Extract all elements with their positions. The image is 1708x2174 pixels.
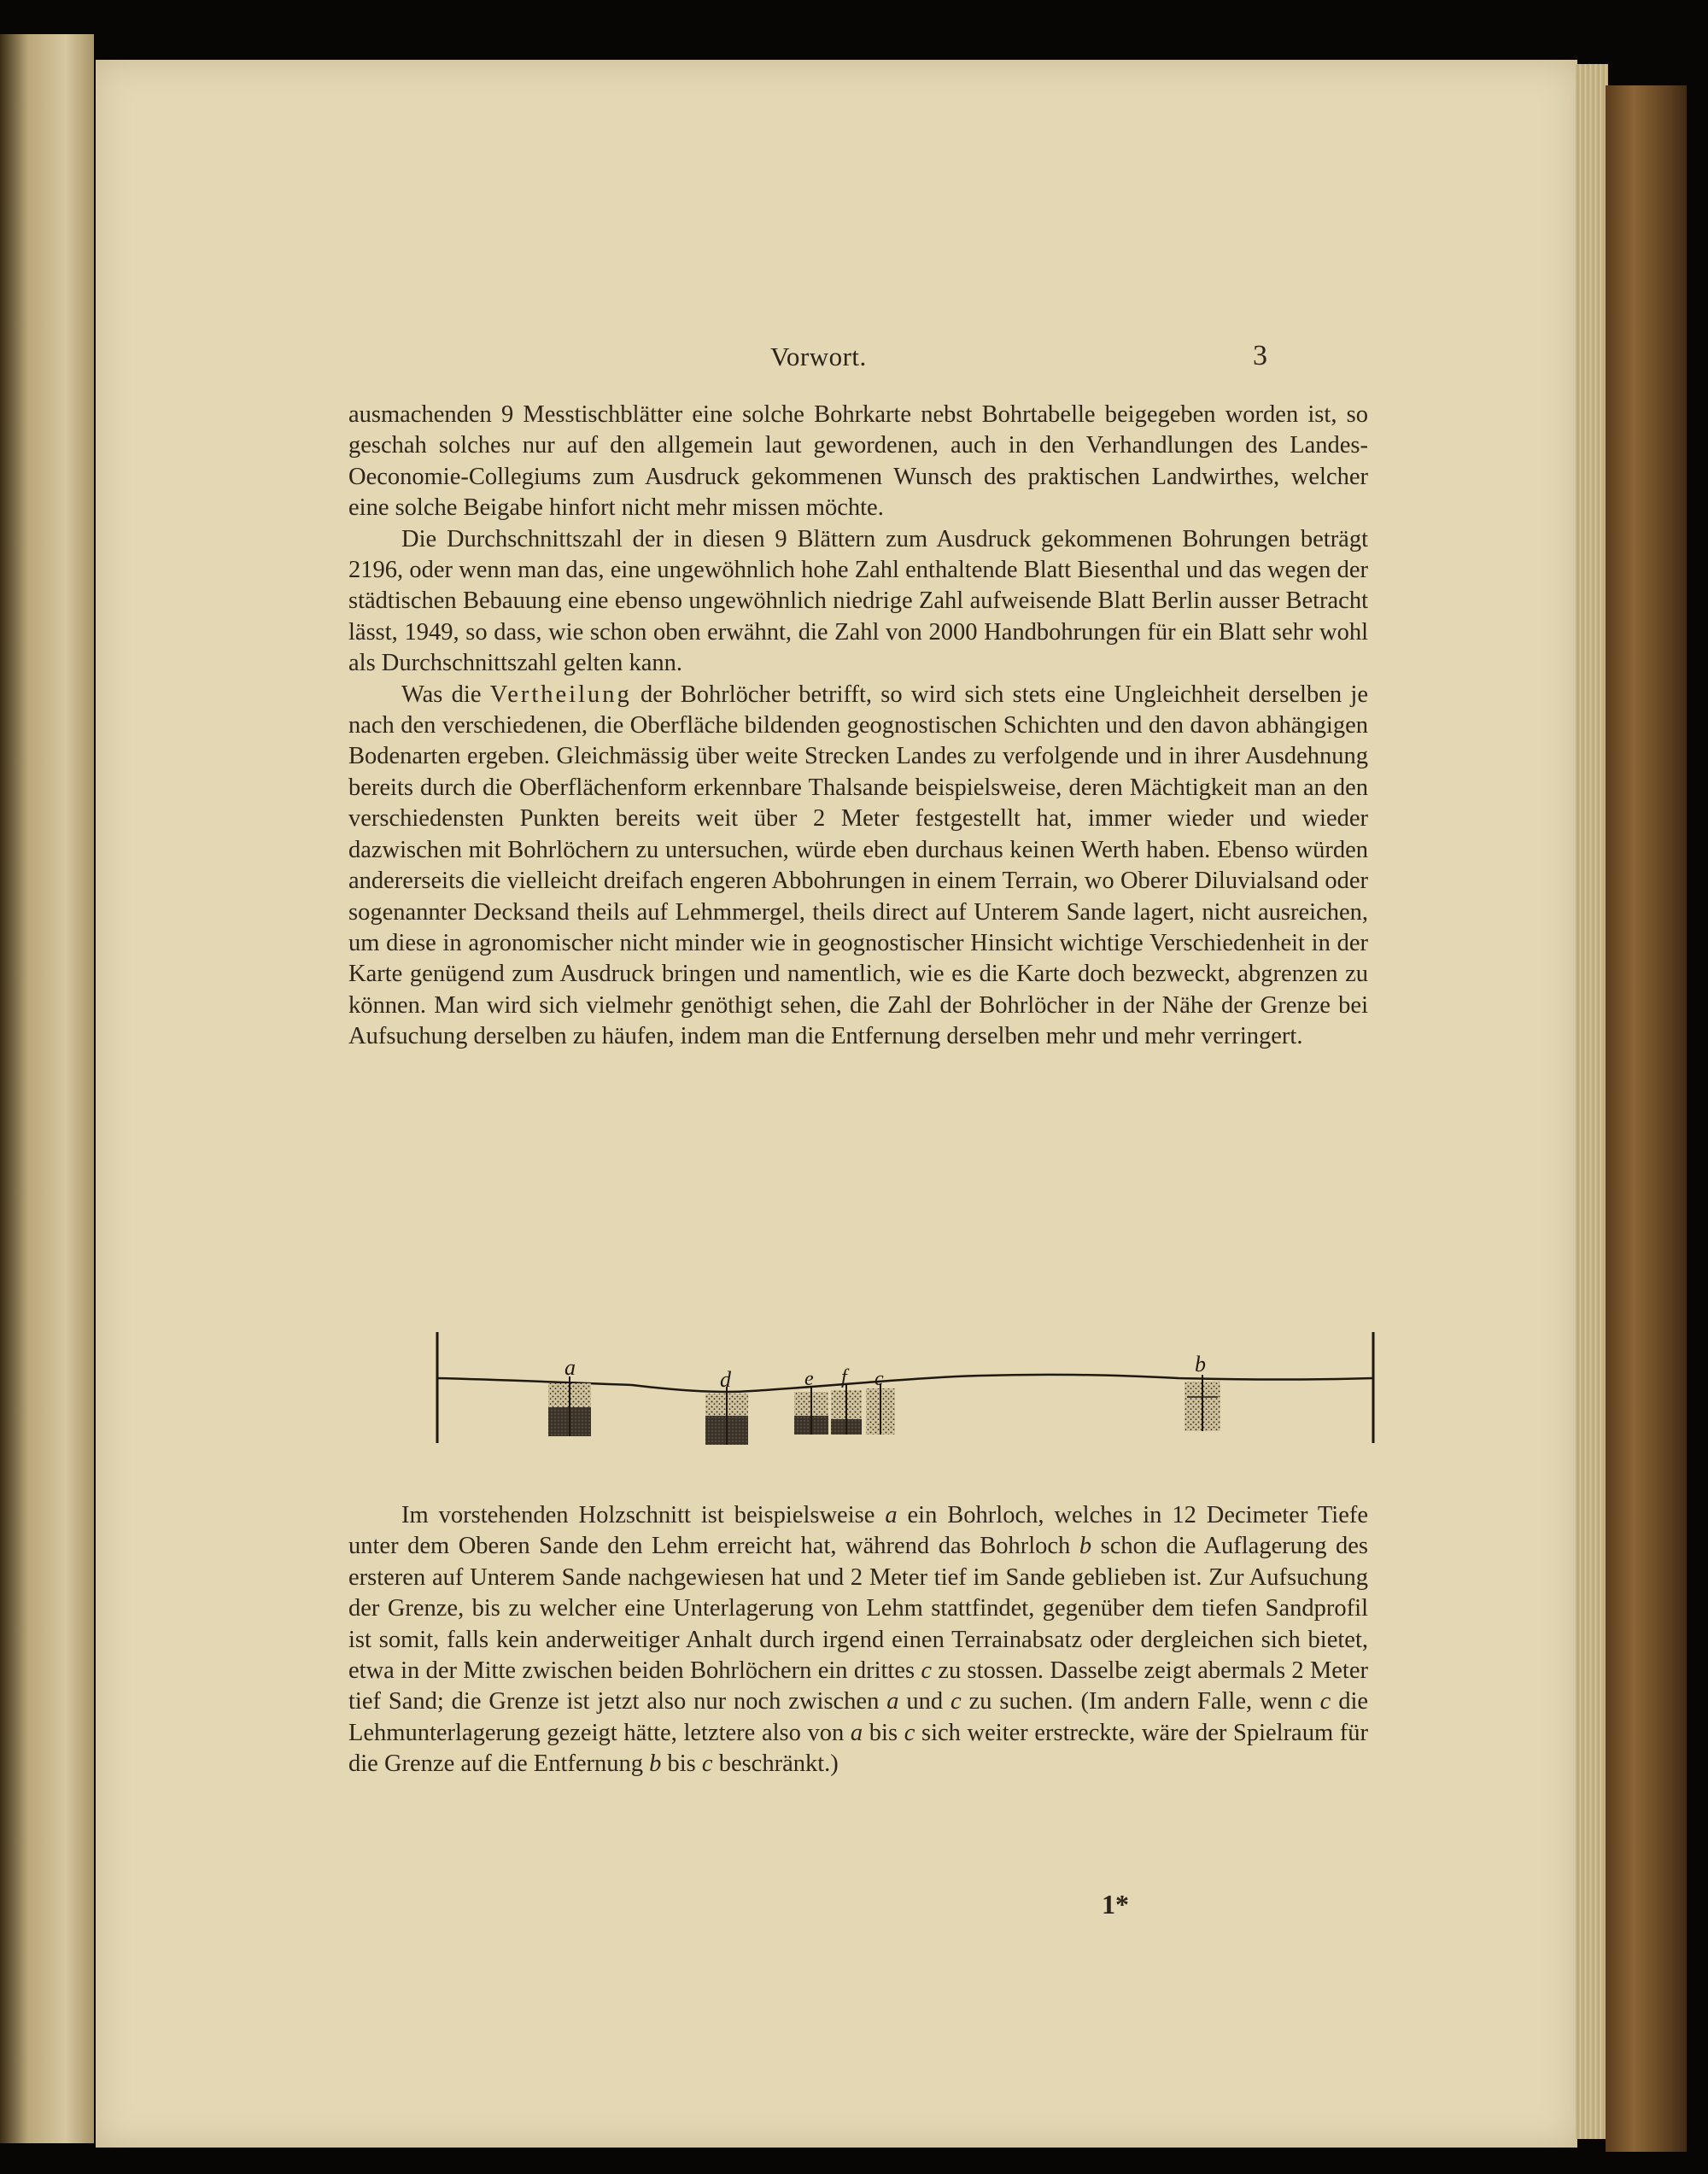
vertheilung-rest: der Bohrlöcher betrifft, so wird sich stets eine Ungleichheit derselben je nach den verschiedenen, die Oberfläche bildenden geognostischen Schichten und den davon abhängigen Bodenarten ergeben. Gleichmässig über weite Strecken Landes zu verfolgende und in ihrer Ausdehnung bereits durch die Oberflächenform erkennbare Thalsande beispielsweise, deren Mächtigkeit man an den verschiedensten Punkten bereits weit über 2 Meter festgestellt hat, immer wieder und wieder dazwischen mit Bohrlöchern zu untersuchen, würde eben durchaus keinen Werth haben. Ebenso würden andererseits die vielleicht dreifach engeren Abbohrungen in einem Terrain, wo Oberer Diluvialsand oder sogenannter Decksand theils auf Lehmmergel, theils direct auf Unterem Sande lagert, nicht ausreichen, um diese in agronomischer nicht minder wie in geognostischer Hinsicht wichtige Verschiedenheit in der Karte genügend zum Ausdruck bringen und namentlich, wie es die Karte doch bezweckt, abgrenzen zu können. Man wird sich vielmehr genöthigt sehen, die Zahl der Bohrlöcher in der Nähe der Grenze bei Aufsuchung derselben zu häufen, indem man die Entfernung derselben mehr und mehr verringert.: [348, 681, 1368, 1050]
borehole-label-a: a: [564, 1355, 576, 1380]
book-cover-edge: [1606, 85, 1687, 2152]
running-title: Vorwort.: [770, 342, 867, 371]
borehole-label-c: c: [874, 1368, 884, 1390]
text-run: beschränkt.): [712, 1750, 839, 1778]
paragraph-vertheilung: [348, 680, 1368, 1053]
italic-letter: c: [1319, 1688, 1331, 1715]
italic-letter: c: [904, 1719, 915, 1746]
text-run: die Lehmunterlagerung gezeigt hätte, letztere also von: [348, 1688, 1369, 1746]
vertheilung-lead: Was die: [401, 681, 490, 708]
text-run: schon die Auflagerung des ersteren auf Unterem Sande nachgewiesen hat und 2 Meter tief im Sande geblieben ist. Zur Aufsuchung der Grenze, bis zu welcher eine Unterlagerung von Lehm stattfindet, gegenüber dem tiefen Sandprofil ist somit, falls kein anderweitiger Anhalt durch irgend einen Terrainabsatz oder dergleichen sich bietet, etwa in der Mitte zwischen beiden Bohrlöchern ein drittes: [348, 1533, 1368, 1685]
text-run: zu stossen. Dasselbe zeigt abermals 2 Meter tief Sand; die Grenze ist jetzt also nur noch zwischen: [348, 1657, 1368, 1715]
italic-letter: a: [850, 1719, 863, 1746]
italic-letter: c: [921, 1657, 933, 1685]
paragraph-continuation: ausmachenden 9 Messtischblätter eine solche Bohrkarte nebst Bohrtabelle beigegeben worden ist, so geschah solches nur auf den allgemein laut gewordenen, auch in den Verhandlungen des Landes-Oeconomie-Collegiums zum Ausdruck gekommenen Wunsch des praktischen Landwirthes, welcher eine solche Beigabe hinfort nicht mehr missen möchte.: [348, 401, 1368, 522]
italic-letter: c: [701, 1750, 713, 1778]
text-block-upper: [348, 400, 1368, 1053]
borehole-label-b: b: [1195, 1352, 1206, 1376]
text-run: bis: [863, 1719, 904, 1746]
paragraph-durchschnittszahl: Die Durchschnittszahl der in diesen 9 Blättern zum Ausdruck gekommenen Bohrungen beträgt 2196, oder wenn man das, eine ungewöhnlich hohe Zahl enthaltende Blatt Biesenthal und das wegen der städtischen Bebauung eine ebenso ungewöhnlich niedrige Zahl aufweisende Blatt Berlin ausser Betracht lässt, 1949, so dass, wie schon oben erwähnt, die Zahl von 2000 Handbohrungen für ein Blatt sehr wohl als Durchschnittszahl gelten kann.: [348, 525, 1368, 677]
woodcut-figure: [342, 1324, 1383, 1469]
text-run: Im vorstehenden Holzschnitt ist beispielsweise: [401, 1502, 886, 1528]
page-number: 3: [1253, 340, 1267, 371]
italic-letter: b: [649, 1750, 662, 1778]
signature-mark: 1*: [1102, 1889, 1129, 1920]
borehole-c: [866, 1368, 895, 1435]
borehole-profile-diagram: [342, 1324, 1383, 1469]
italic-letter: a: [885, 1502, 898, 1528]
borehole-label-e: e: [804, 1368, 814, 1390]
text-run: sich weiter erstreckte, wäre der Spielraum für die Grenze auf die Entfernung: [348, 1719, 1368, 1778]
italic-letter: c: [951, 1688, 962, 1715]
text-run: bis: [661, 1750, 702, 1778]
facing-page-edge: [0, 34, 94, 2143]
borehole-label-f: f: [841, 1366, 847, 1388]
italic-letter: b: [1079, 1533, 1092, 1560]
borehole-f: [831, 1366, 862, 1435]
vertheilung-spaced-word: Vertheilung: [489, 681, 632, 708]
borehole-label-d: d: [720, 1367, 731, 1392]
page-block-edges: [1576, 64, 1608, 2139]
paragraph-holzschnitt: [348, 1500, 1368, 1780]
borehole-e: [794, 1368, 828, 1435]
text-run: und: [898, 1688, 951, 1715]
text-block-lower: [348, 1500, 1368, 1780]
text-run: zu suchen. (Im andern Falle, wenn: [961, 1688, 1320, 1715]
borehole-b: [1184, 1352, 1220, 1431]
book-page: [96, 60, 1577, 2148]
page-header: [96, 342, 1577, 384]
borehole-a: [548, 1355, 591, 1436]
italic-letter: a: [886, 1688, 899, 1715]
borehole-d: [705, 1367, 748, 1445]
text-run: ein Bohrloch, welches in 12 Decimeter Tiefe unter dem Oberen Sande den Lehm erreicht hat, während das Bohrloch: [348, 1502, 1368, 1560]
